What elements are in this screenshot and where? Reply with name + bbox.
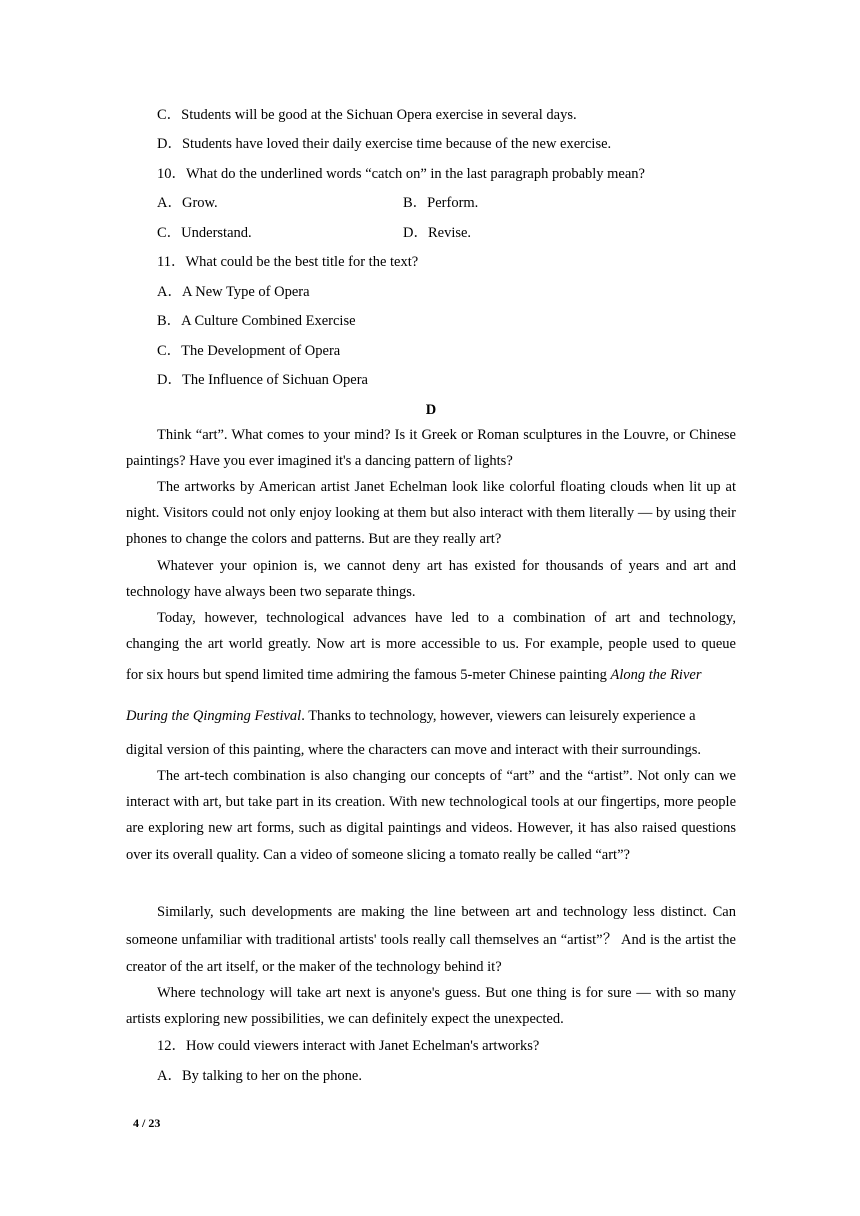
q9-option-c: C．Students will be good at the Sichuan Opera exercise in several days. [157,107,577,123]
passage-paragraph-2: The artworks by American artist Janet Echelman look like colorful floating clouds when lit up at night. Visitors could not only enjoy looking at them but also interact with them literally — by using their phones to change the colors and patterns. But are they really art? [126,479,736,548]
q10-option-b: B．Perform. [403,195,479,211]
q11-option-d: D．The Influence of Sichuan Opera [157,372,368,388]
q10-stem: 10．What do the underlined words “catch on” in the last paragraph probably mean? [157,166,645,182]
q12-stem: 12．How could viewers interact with Janet Echelman's artworks? [157,1038,540,1054]
passage-paragraph-6: Similarly, such developments are making the line between art and technology less distinct. Can someone unfamiliar with traditional artists' tools really call themselves an “artist”？ And is the artist the creator of the art itself, or the maker of the technology behind it? [126,904,736,976]
q10-option-a: A．Grow. [157,195,218,211]
painting-title-part-1: Along the River [610,667,702,683]
q12-option-a: A．By talking to her on the phone. [157,1068,362,1084]
passage-paragraph-4 [126,611,736,761]
passage-paragraph-1: Think “art”. What comes to your mind? Is it Greek or Roman sculptures in the Louvre, or Chinese paintings? Have you ever imagined it's a dancing pattern of lights? [126,427,736,470]
passage-paragraph-7: Where technology will take art next is anyone's guess. But one thing is for sure — with so many artists exploring new possibilities, we can definitely expect the unexpected. [126,985,736,1028]
q10-option-d: D．Revise. [403,225,472,241]
q10-option-c: C．Understand. [157,225,252,241]
passage-paragraph-3: Whatever your opinion is, we cannot deny art has existed for thousands of years and art and technology have always been two separate things. [126,558,736,601]
p4-line-3 [126,668,736,683]
p4-line-3-text: for six hours but spend limited time admiring the famous 5-meter Chinese painting [126,667,611,683]
p4-line-4-text: . Thanks to technology, however, viewers can leisurely experience a [301,708,696,724]
page-number: 4 / 23 [133,1116,161,1130]
p4-line-2: changing the art world greatly. Now art is more accessible to us. For example, people used to queue [126,636,736,652]
q9-option-d: D．Students have loved their daily exercise time because of the new exercise. [157,136,612,152]
q11-option-a: A．A New Type of Opera [157,284,310,300]
q11-option-c: C．The Development of Opera [157,343,341,359]
section-heading: D [425,402,437,418]
passage-paragraph-5: The art-tech combination is also changing our concepts of “art” and the “artist”. Not only can we interact with art, but take part in its creation. With new technological tools at our fingertips, more people are exploring new art forms, such as digital paintings and videos. However, it has also raised questions over its overall quality. Can a video of someone slicing a tomato really be called “art”? [126,768,736,863]
q11-stem: 11．What could be the best title for the text? [157,254,419,270]
p4-line-5: digital version of this painting, where the characters can move and interact with their surroundings. [126,742,701,758]
p4-line-1: Today, however, technological advances have led to a combination of art and technology, [157,610,736,626]
painting-title-part-2: During the Qingming Festival [126,708,302,724]
q11-option-b: B．A Culture Combined Exercise [157,313,356,329]
p4-line-4 [126,709,736,724]
